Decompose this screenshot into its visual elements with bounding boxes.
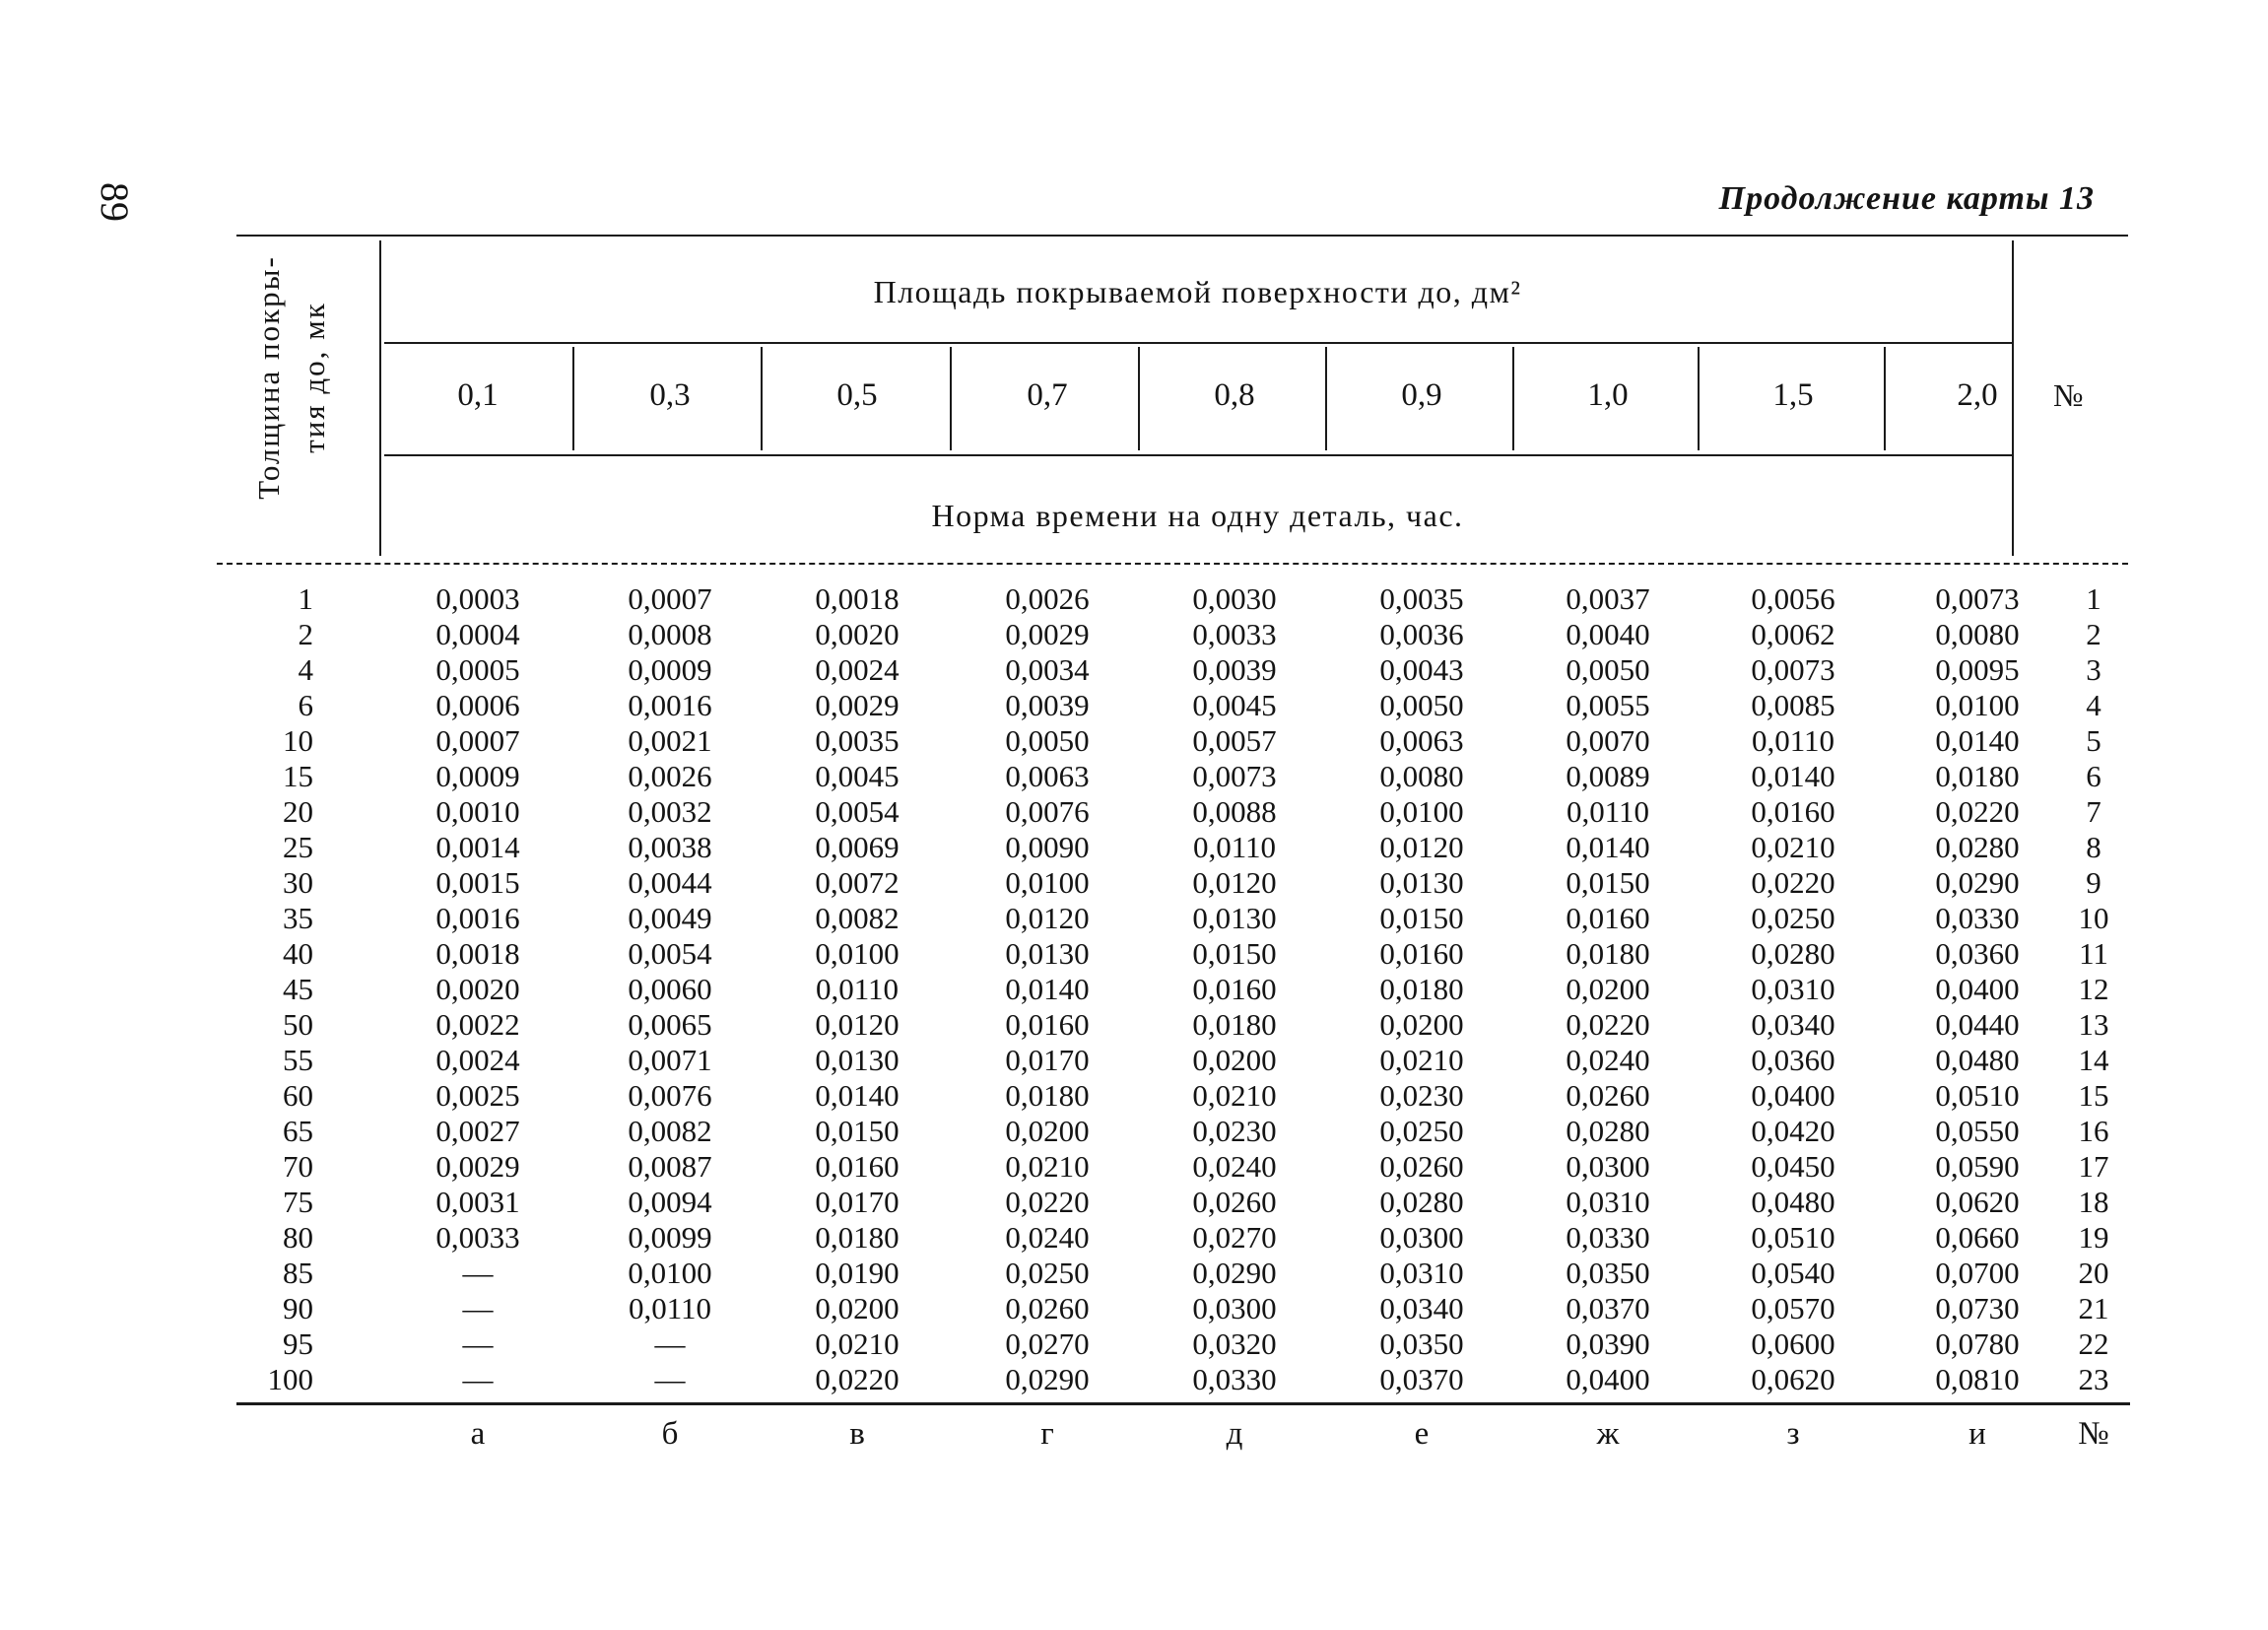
time-norm-cell: 0,0037: [1566, 581, 1650, 616]
time-norm-cell: 0,0082: [815, 901, 900, 935]
page-number: 89: [93, 182, 137, 222]
time-norm-cell: 0,0540: [1751, 1256, 1835, 1290]
time-norm-cell: 0,0100: [1379, 794, 1464, 829]
thickness-cell: 30: [283, 865, 313, 900]
area-column-header: 1,5: [1772, 377, 1814, 413]
row-number-cell: 23: [2078, 1362, 2109, 1396]
time-norm-cell: 0,0240: [1566, 1043, 1650, 1077]
time-norm-cell: 0,0590: [1935, 1149, 2020, 1184]
time-norm-cell: 0,0280: [1379, 1185, 1464, 1219]
time-norm-cell: 0,0360: [1935, 936, 2020, 971]
time-norm-cell: 0,0022: [435, 1007, 520, 1042]
thickness-cell: 10: [283, 723, 313, 758]
time-norm-cell: 0,0600: [1751, 1326, 1835, 1361]
time-norm-cell: 0,0210: [1751, 830, 1835, 864]
time-norm-cell: 0,0420: [1751, 1114, 1835, 1148]
time-norm-cell: 0,0230: [1192, 1114, 1277, 1148]
time-norm-cell: 0,0390: [1566, 1326, 1650, 1361]
time-norm-cell: 0,0080: [1379, 759, 1464, 793]
time-norm-cell: —: [654, 1362, 686, 1396]
time-norm-cell: 0,0160: [1379, 936, 1464, 971]
time-norm-cell: 0,0200: [1192, 1043, 1277, 1077]
time-norm-cell: 0,0003: [435, 581, 520, 616]
thickness-cell: 90: [283, 1291, 313, 1325]
time-norm-cell: 0,0200: [815, 1291, 900, 1325]
time-norm-cell: 0,0080: [1935, 617, 2020, 651]
time-norm-cell: 0,0400: [1935, 972, 2020, 1006]
time-norm-cell: 0,0300: [1566, 1149, 1650, 1184]
time-norm-cell: 0,0160: [1005, 1007, 1090, 1042]
thickness-cell: 20: [283, 794, 313, 829]
page-caption: Продолжение карты 13: [1718, 180, 2095, 217]
time-norm-cell: —: [462, 1291, 494, 1325]
time-norm-cell: 0,0110: [1566, 794, 1650, 829]
time-norm-cell: 0,0089: [1566, 759, 1650, 793]
thickness-header-line-1: Толщина покры-: [251, 255, 286, 500]
time-norm-cell: 0,0300: [1379, 1220, 1464, 1255]
time-norm-cell: 0,0029: [815, 688, 900, 722]
time-norm-cell: 0,0290: [1935, 865, 2020, 900]
time-norm-cell: 0,0140: [1005, 972, 1090, 1006]
column-letter: и: [1968, 1416, 1986, 1452]
thickness-header: [246, 215, 365, 540]
time-norm-cell: 0,0020: [435, 972, 520, 1006]
time-norm-cell: 0,0110: [628, 1291, 712, 1325]
time-norm-cell: 0,0099: [628, 1220, 712, 1255]
rule-header-bottom: [217, 563, 2128, 565]
time-norm-cell: 0,0120: [1005, 901, 1090, 935]
time-norm-cell: 0,0510: [1935, 1078, 2020, 1113]
time-norm-cell: 0,0780: [1935, 1326, 2020, 1361]
time-norm-cell: 0,0510: [1751, 1220, 1835, 1255]
time-norm-cell: 0,0014: [435, 830, 520, 864]
time-norm-cell: 0,0030: [1192, 581, 1277, 616]
time-norm-cell: 0,0038: [628, 830, 712, 864]
time-norm-cell: 0,0300: [1192, 1291, 1277, 1325]
time-norm-cell: 0,0210: [1005, 1149, 1090, 1184]
time-norm-cell: —: [462, 1326, 494, 1361]
time-norm-cell: 0,0260: [1005, 1291, 1090, 1325]
time-norm-cell: 0,0033: [1192, 617, 1277, 651]
time-norm-cell: 0,0018: [815, 581, 900, 616]
area-header: Площадь покрываемой поверхности до, дм²: [873, 274, 1522, 309]
thickness-cell: 45: [283, 972, 313, 1006]
time-norm-cell: 0,0054: [815, 794, 900, 829]
time-norm-cell: 0,0039: [1005, 688, 1090, 722]
time-norm-cell: 0,0330: [1935, 901, 2020, 935]
time-norm-cell: 0,0016: [628, 688, 712, 722]
time-norm-cell: 0,0270: [1192, 1220, 1277, 1255]
time-norm-cell: 0,0043: [1379, 652, 1464, 687]
time-norm-cell: 0,0180: [1935, 759, 2020, 793]
thickness-cell: 35: [283, 901, 313, 935]
time-norm-cell: 0,0290: [1005, 1362, 1090, 1396]
time-norm-cell: 0,0450: [1751, 1149, 1835, 1184]
rule-table-bottom: [236, 1402, 2130, 1405]
time-norm-cell: 0,0660: [1935, 1220, 2020, 1255]
time-norm-cell: 0,0087: [628, 1149, 712, 1184]
area-column-header: 0,3: [649, 377, 691, 413]
thickness-cell: 85: [283, 1256, 313, 1290]
column-letter: д: [1226, 1416, 1243, 1452]
time-norm-cell: 0,0062: [1751, 617, 1835, 651]
time-norm-cell: 0,0400: [1566, 1362, 1650, 1396]
time-norm-cell: 0,0210: [1192, 1078, 1277, 1113]
time-norm-cell: 0,0140: [1751, 759, 1835, 793]
area-column-header: 0,8: [1214, 377, 1255, 413]
time-norm-cell: 0,0049: [628, 901, 712, 935]
time-norm-cell: 0,0330: [1566, 1220, 1650, 1255]
time-norm-cell: 0,0280: [1935, 830, 2020, 864]
time-norm-cell: 0,0170: [815, 1185, 900, 1219]
time-norm-cell: 0,0150: [1566, 865, 1650, 900]
time-norm-cell: 0,0100: [1935, 688, 2020, 722]
time-norm-cell: 0,0220: [1935, 794, 2020, 829]
time-norm-cell: 0,0260: [1566, 1078, 1650, 1113]
row-number-cell: 7: [2086, 794, 2101, 829]
thickness-cell: 15: [283, 759, 313, 793]
time-norm-cell: 0,0360: [1751, 1043, 1835, 1077]
time-norm-cell: 0,0057: [1192, 723, 1277, 758]
time-norm-cell: 0,0070: [1566, 723, 1650, 758]
time-norm-cell: 0,0210: [815, 1326, 900, 1361]
time-norm-cell: 0,0007: [628, 581, 712, 616]
vline-left: [379, 240, 381, 556]
thickness-cell: 6: [298, 688, 313, 722]
time-norm-cell: 0,0620: [1751, 1362, 1835, 1396]
time-norm-cell: 0,0220: [1566, 1007, 1650, 1042]
time-norm-cell: 0,0007: [435, 723, 520, 758]
thickness-cell: 40: [283, 936, 313, 971]
time-norm-cell: 0,0250: [1379, 1114, 1464, 1148]
time-norm-cell: 0,0240: [1005, 1220, 1090, 1255]
time-norm-cell: 0,0110: [1751, 723, 1835, 758]
time-norm-cell: 0,0100: [628, 1256, 712, 1290]
time-norm-cell: 0,0130: [1192, 901, 1277, 935]
area-column-header: 2,0: [1957, 377, 1998, 413]
time-norm-cell: 0,0120: [1192, 865, 1277, 900]
time-norm-cell: 0,0310: [1566, 1185, 1650, 1219]
row-number-cell: 11: [2079, 936, 2108, 971]
time-norm-cell: 0,0015: [435, 865, 520, 900]
column-letter: б: [661, 1416, 679, 1452]
row-number-cell: 18: [2078, 1185, 2109, 1219]
time-norm-cell: 0,0200: [1005, 1114, 1090, 1148]
time-norm-cell: 0,0045: [1192, 688, 1277, 722]
time-norm-cell: 0,0100: [815, 936, 900, 971]
time-norm-cell: 0,0034: [1005, 652, 1090, 687]
time-norm-cell: 0,0050: [1566, 652, 1650, 687]
time-norm-cell: 0,0006: [435, 688, 520, 722]
time-norm-cell: 0,0088: [1192, 794, 1277, 829]
row-number-cell: 22: [2078, 1326, 2109, 1361]
time-norm-cell: 0,0160: [815, 1149, 900, 1184]
time-norm-cell: 0,0076: [628, 1078, 712, 1113]
time-norm-cell: 0,0270: [1005, 1326, 1090, 1361]
area-column-header: 0,9: [1401, 377, 1442, 413]
time-norm-cell: 0,0320: [1192, 1326, 1277, 1361]
thickness-header-line-2: тия до, мк: [297, 302, 331, 453]
thickness-cell: 25: [283, 830, 313, 864]
time-norm-cell: 0,0440: [1935, 1007, 2020, 1042]
time-norm-cell: 0,0050: [1379, 688, 1464, 722]
time-norm-cell: 0,0480: [1935, 1043, 2020, 1077]
time-norm-cell: 0,0700: [1935, 1256, 2020, 1290]
time-norm-cell: 0,0730: [1935, 1291, 2020, 1325]
time-norm-cell: 0,0260: [1192, 1185, 1277, 1219]
time-norm-cell: 0,0130: [815, 1043, 900, 1077]
row-number-cell: 1: [2086, 581, 2101, 616]
row-number-cell: 16: [2078, 1114, 2109, 1148]
thickness-cell: 65: [283, 1114, 313, 1148]
time-norm-cell: 0,0190: [815, 1256, 900, 1290]
time-norm-cell: 0,0063: [1005, 759, 1090, 793]
row-number-cell: 8: [2086, 830, 2101, 864]
time-norm-cell: 0,0280: [1566, 1114, 1650, 1148]
row-number-cell: 3: [2086, 652, 2101, 687]
thickness-cell: 95: [283, 1326, 313, 1361]
time-norm-cell: 0,0150: [815, 1114, 900, 1148]
time-norm-cell: 0,0054: [628, 936, 712, 971]
thickness-cell: 4: [298, 652, 313, 687]
column-letter: е: [1414, 1416, 1430, 1452]
row-number-cell: 12: [2078, 972, 2109, 1006]
column-letter: а: [470, 1416, 486, 1452]
area-column-header: 0,7: [1027, 377, 1068, 413]
thickness-cell: 100: [267, 1362, 313, 1396]
time-norm-cell: 0,0220: [1751, 865, 1835, 900]
row-number-cell: 20: [2078, 1256, 2109, 1290]
column-letter: в: [849, 1416, 865, 1452]
time-norm-cell: 0,0150: [1379, 901, 1464, 935]
time-norm-cell: 0,0340: [1379, 1291, 1464, 1325]
row-number-cell: 14: [2078, 1043, 2109, 1077]
time-norm-cell: 0,0120: [1379, 830, 1464, 864]
time-norm-cell: 0,0018: [435, 936, 520, 971]
row-number-cell: 19: [2078, 1220, 2109, 1255]
time-norm-cell: 0,0620: [1935, 1185, 2020, 1219]
time-header: Норма времени на одну деталь, час.: [931, 498, 1464, 533]
time-norm-cell: 0,0150: [1192, 936, 1277, 971]
column-letter: ж: [1596, 1416, 1620, 1452]
time-norm-cell: 0,0140: [1935, 723, 2020, 758]
time-norm-cell: 0,0310: [1379, 1256, 1464, 1290]
time-norm-cell: 0,0069: [815, 830, 900, 864]
rule-top: [236, 235, 2128, 237]
time-norm-cell: 0,0280: [1751, 936, 1835, 971]
time-norm-cell: 0,0130: [1005, 936, 1090, 971]
time-norm-cell: 0,0110: [815, 972, 900, 1006]
time-norm-cell: 0,0180: [1379, 972, 1464, 1006]
time-norm-cell: 0,0065: [628, 1007, 712, 1042]
time-norm-cell: 0,0160: [1566, 901, 1650, 935]
time-norm-cell: 0,0250: [1751, 901, 1835, 935]
row-number-cell: 15: [2078, 1078, 2109, 1113]
time-norm-cell: 0,0570: [1751, 1291, 1835, 1325]
time-norm-cell: 0,0095: [1935, 652, 2020, 687]
time-norm-cell: 0,0370: [1379, 1362, 1464, 1396]
thickness-cell: 75: [283, 1185, 313, 1219]
thickness-cell: 60: [283, 1078, 313, 1113]
time-norm-cell: 0,0140: [815, 1078, 900, 1113]
time-norm-cell: 0,0170: [1005, 1043, 1090, 1077]
time-norm-cell: 0,0029: [435, 1149, 520, 1184]
time-norm-cell: 0,0260: [1379, 1149, 1464, 1184]
row-number-cell: 9: [2086, 865, 2101, 900]
column-letter: г: [1040, 1416, 1054, 1452]
time-norm-cell: 0,0050: [1005, 723, 1090, 758]
time-norm-cell: 0,0250: [1005, 1256, 1090, 1290]
time-norm-cell: 0,0220: [1005, 1185, 1090, 1219]
time-norm-cell: 0,0060: [628, 972, 712, 1006]
time-norm-cell: 0,0180: [1566, 936, 1650, 971]
time-norm-cell: 0,0021: [628, 723, 712, 758]
time-norm-cell: 0,0073: [1935, 581, 2020, 616]
row-number-cell: 2: [2086, 617, 2101, 651]
time-norm-cell: 0,0094: [628, 1185, 712, 1219]
time-norm-cell: 0,0340: [1751, 1007, 1835, 1042]
time-norm-cell: 0,0026: [1005, 581, 1090, 616]
thickness-cell: 50: [283, 1007, 313, 1042]
time-norm-cell: 0,0085: [1751, 688, 1835, 722]
time-norm-cell: 0,0810: [1935, 1362, 2020, 1396]
time-norm-cell: 0,0290: [1192, 1256, 1277, 1290]
time-norm-cell: 0,0029: [1005, 617, 1090, 651]
time-norm-cell: 0,0009: [435, 759, 520, 793]
time-norm-cell: 0,0200: [1379, 1007, 1464, 1042]
time-norm-cell: 0,0550: [1935, 1114, 2020, 1148]
time-norm-cell: 0,0072: [815, 865, 900, 900]
time-norm-cell: 0,0009: [628, 652, 712, 687]
time-norm-cell: 0,0220: [815, 1362, 900, 1396]
row-number-cell: 10: [2078, 901, 2109, 935]
thickness-cell: 70: [283, 1149, 313, 1184]
row-number-cell: 13: [2078, 1007, 2109, 1042]
thickness-cell: 55: [283, 1043, 313, 1077]
time-norm-cell: 0,0073: [1751, 652, 1835, 687]
row-number-cell: 6: [2086, 759, 2101, 793]
area-column-header: 0,1: [457, 377, 499, 413]
column-letter: №: [2078, 1416, 2109, 1452]
time-norm-cell: 0,0110: [1192, 830, 1277, 864]
time-norm-cell: 0,0056: [1751, 581, 1835, 616]
time-norm-cell: 0,0090: [1005, 830, 1090, 864]
time-norm-cell: 0,0310: [1751, 972, 1835, 1006]
time-norm-cell: 0,0073: [1192, 759, 1277, 793]
rule-columns-under: [384, 454, 2012, 456]
time-norm-cell: 0,0071: [628, 1043, 712, 1077]
column-letter: з: [1786, 1416, 1800, 1452]
time-norm-cell: 0,0160: [1192, 972, 1277, 1006]
time-norm-cell: 0,0130: [1379, 865, 1464, 900]
time-norm-cell: 0,0045: [815, 759, 900, 793]
row-number-cell: 4: [2086, 688, 2101, 722]
row-number-cell: 17: [2078, 1149, 2109, 1184]
number-header: №: [2053, 377, 2084, 413]
column-divider: [572, 347, 574, 450]
time-norm-cell: —: [654, 1326, 686, 1361]
time-norm-cell: 0,0024: [815, 652, 900, 687]
time-norm-cell: 0,0480: [1751, 1185, 1835, 1219]
time-norm-cell: 0,0180: [1005, 1078, 1090, 1113]
time-norm-cell: 0,0039: [1192, 652, 1277, 687]
time-norm-cell: 0,0350: [1566, 1256, 1650, 1290]
rule-area-under: [384, 342, 2012, 344]
time-norm-cell: 0,0004: [435, 617, 520, 651]
time-norm-cell: 0,0100: [1005, 865, 1090, 900]
time-norm-cell: 0,0033: [435, 1220, 520, 1255]
time-norm-cell: 0,0027: [435, 1114, 520, 1148]
time-norm-cell: 0,0210: [1379, 1043, 1464, 1077]
time-norm-cell: —: [462, 1362, 494, 1396]
time-norm-cell: 0,0036: [1379, 617, 1464, 651]
time-norm-cell: 0,0076: [1005, 794, 1090, 829]
time-norm-cell: 0,0370: [1566, 1291, 1650, 1325]
time-norm-cell: 0,0035: [1379, 581, 1464, 616]
area-column-header: 0,5: [836, 377, 878, 413]
time-norm-cell: 0,0240: [1192, 1149, 1277, 1184]
time-norm-cell: 0,0016: [435, 901, 520, 935]
time-norm-cell: 0,0200: [1566, 972, 1650, 1006]
time-norm-cell: 0,0160: [1751, 794, 1835, 829]
time-norm-cell: 0,0035: [815, 723, 900, 758]
time-norm-cell: 0,0063: [1379, 723, 1464, 758]
time-norm-cell: 0,0055: [1566, 688, 1650, 722]
time-norm-cell: 0,0180: [1192, 1007, 1277, 1042]
thickness-cell: 2: [298, 617, 313, 651]
time-norm-cell: 0,0230: [1379, 1078, 1464, 1113]
time-norm-cell: 0,0010: [435, 794, 520, 829]
row-number-cell: 21: [2078, 1291, 2109, 1325]
time-norm-cell: 0,0180: [815, 1220, 900, 1255]
time-norm-cell: 0,0120: [815, 1007, 900, 1042]
time-norm-cell: 0,0024: [435, 1043, 520, 1077]
time-norm-cell: 0,0020: [815, 617, 900, 651]
time-norm-cell: 0,0008: [628, 617, 712, 651]
time-norm-cell: 0,0044: [628, 865, 712, 900]
time-norm-cell: 0,0140: [1566, 830, 1650, 864]
thickness-cell: 1: [298, 581, 313, 616]
time-norm-cell: 0,0025: [435, 1078, 520, 1113]
time-norm-cell: 0,0032: [628, 794, 712, 829]
time-norm-cell: 0,0330: [1192, 1362, 1277, 1396]
thickness-cell: 80: [283, 1220, 313, 1255]
time-norm-cell: 0,0031: [435, 1185, 520, 1219]
time-norm-cell: 0,0400: [1751, 1078, 1835, 1113]
time-norm-cell: 0,0082: [628, 1114, 712, 1148]
time-norm-cell: 0,0350: [1379, 1326, 1464, 1361]
time-norm-cell: 0,0026: [628, 759, 712, 793]
time-norm-cell: 0,0005: [435, 652, 520, 687]
time-norm-cell: —: [462, 1256, 494, 1290]
time-norm-cell: 0,0040: [1566, 617, 1650, 651]
area-column-header: 1,0: [1587, 377, 1629, 413]
row-number-cell: 5: [2086, 723, 2101, 758]
